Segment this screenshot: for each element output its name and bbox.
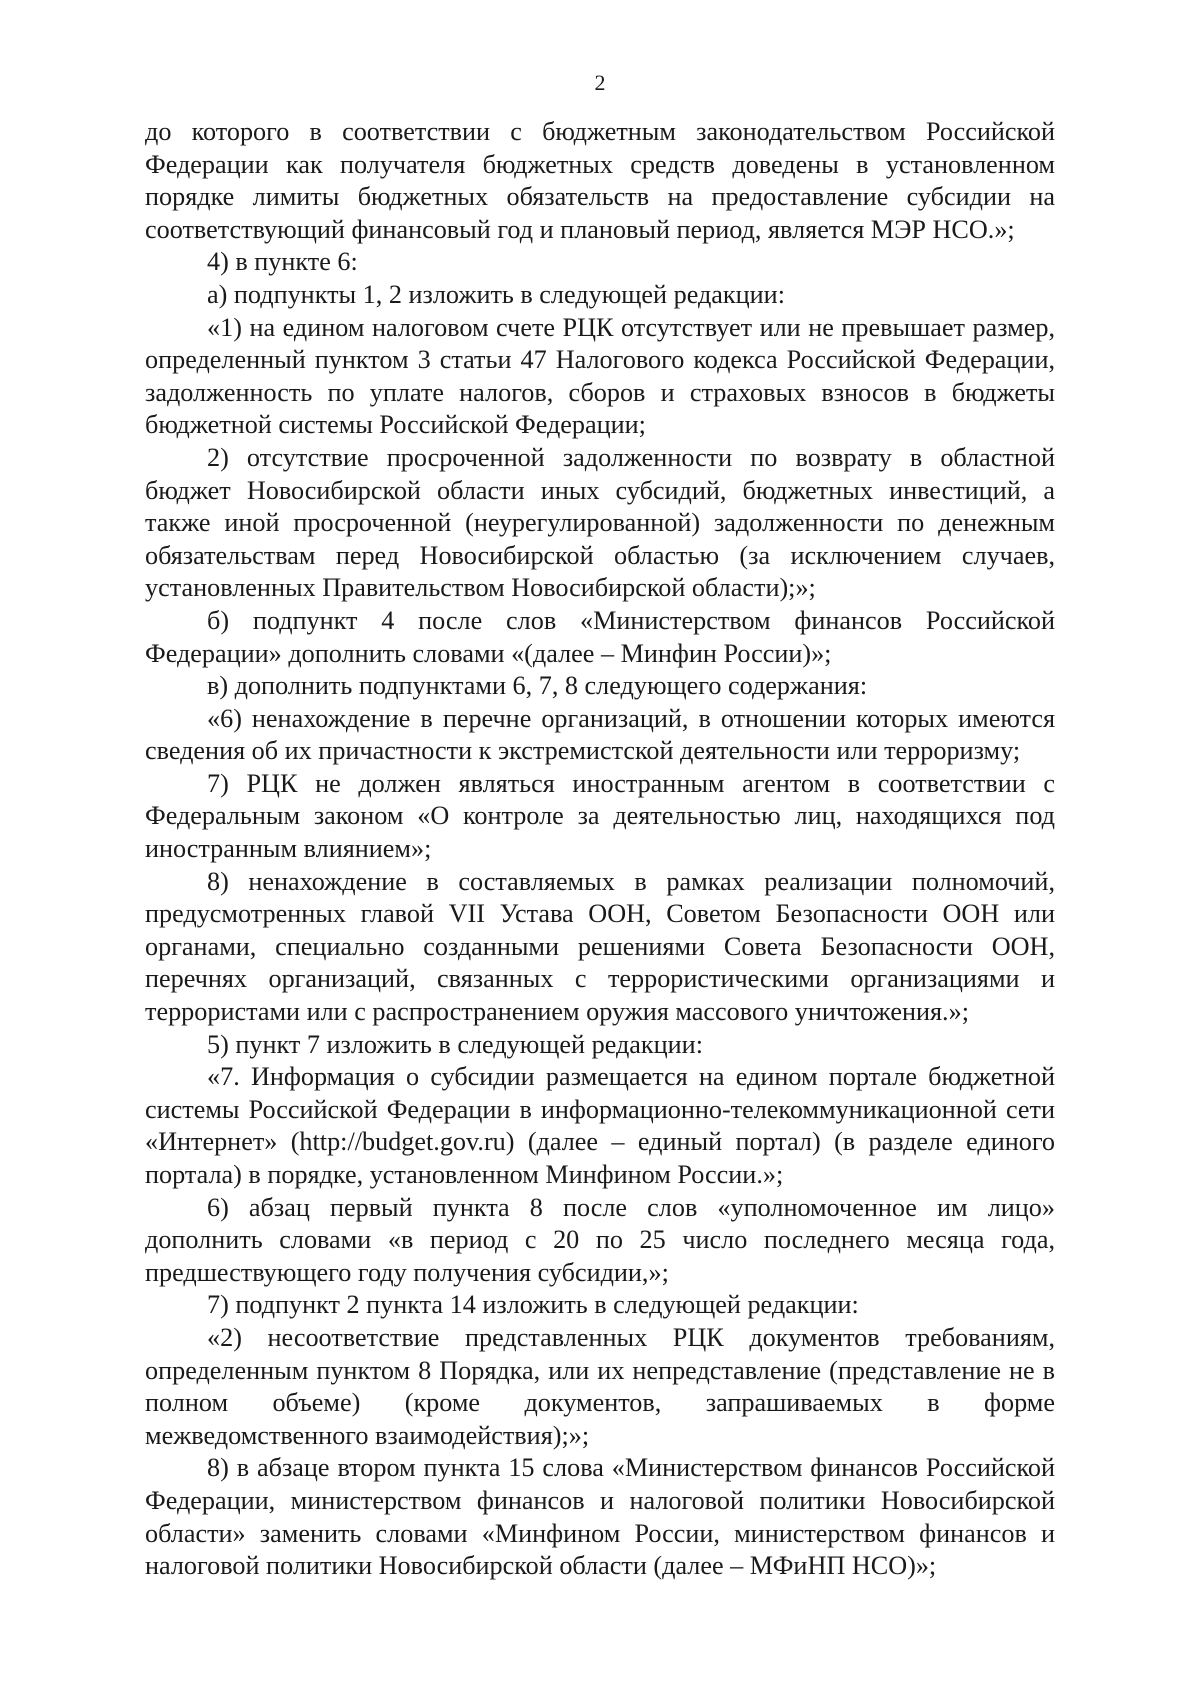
paragraph: «2) несоответствие представленных РЦК документов требованиям, определенным пунктом 8 Порядка, или их непредставление (представление не в полном объеме) (кроме документов, запрашиваемых в форме межведомственного взаимодействия);»;: [145, 1322, 1055, 1450]
paragraph: а) подпункты 1, 2 изложить в следующей редакции:: [207, 279, 785, 309]
document-body: [145, 116, 1055, 1583]
paragraph: 2) отсутствие просроченной задолженности по возврату в областной бюджет Новосибирской области иных субсидий, бюджетных инвестиций, а также иной просроченной (неурегулированной) задолженности по денежным обязательствам перед Новосибирской областью (за исключением случаев, установленных Правительством Новосибирской области);»;: [145, 442, 1055, 603]
paragraph: в) дополнить подпунктами 6, 7, 8 следующего содержания:: [207, 671, 868, 701]
paragraph: до которого в соответствии с бюджетным законодательством Российской Федерации как получателя бюджетных средств доведены в установленном порядке лимиты бюджетных обязательств на предоставление субсидии на соответствующий финансовый год и плановый период, является МЭР НСО.»;: [145, 117, 1055, 244]
paragraph: 4) в пункте 6:: [207, 247, 358, 277]
paragraph: «6) ненахождение в перечне организаций, в отношении которых имеются сведения об их причастности к экстремистской деятельности или терроризму;: [145, 703, 1055, 766]
paragraph: «7. Информация о субсидии размещается на едином портале бюджетной системы Российской Федерации в информационно-телекоммуникационной сети «Интернет» (http://budget.gov.ru) (далее – единый портал) (в разделе единого портала) в порядке, установленном Минфином России.»;: [145, 1062, 1055, 1189]
page-number: 2: [594, 70, 606, 95]
paragraph: 5) пункт 7 изложить в следующей редакции:: [207, 1029, 703, 1059]
paragraph: 8) ненахождение в составляемых в рамках реализации полномочий, предусмотренных главой VII Устава ООН, Советом Безопасности ООН или органами, специально созданными решениями Совета Безопасности ООН, перечнях организаций, связанных с террористическими организациями и террористами или с распространением оружия массового уничтожения.»;: [145, 866, 1055, 1027]
paragraph: «1) на едином налоговом счете РЦК отсутствует или не превышает размер, определенный пунктом 3 статьи 47 Налогового кодекса Российской Федерации, задолженность по уплате налогов, сборов и страховых взносов в бюджеты бюджетной системы Российской Федерации;: [145, 312, 1055, 440]
paragraph: 6) абзац первый пункта 8 после слов «уполномоченное им лицо» дополнить словами «в период с 20 по 25 число последнего месяца года, предшествующего году получения субсидии,»;: [145, 1192, 1055, 1287]
paragraph: 7) РЦК не должен являться иностранным агентом в соответствии с Федеральным законом «О контроле за деятельностью лиц, находящихся под иностранным влиянием»;: [145, 768, 1055, 864]
paragraph: б) подпункт 4 после слов «Министерством финансов Российской Федерации» дополнить словами «(далее – Минфин России)»;: [145, 605, 1055, 668]
paragraph: 8) в абзаце втором пункта 15 слова «Министерством финансов Российской Федерации, министерством финансов и налоговой политики Новосибирской области» заменить словами «Минфином России, министерством финансов и налоговой политики Новосибирской области (далее – МФиНП НСО)»;: [145, 1453, 1055, 1581]
paragraph: 7) подпункт 2 пункта 14 изложить в следующей редакции:: [207, 1290, 859, 1320]
